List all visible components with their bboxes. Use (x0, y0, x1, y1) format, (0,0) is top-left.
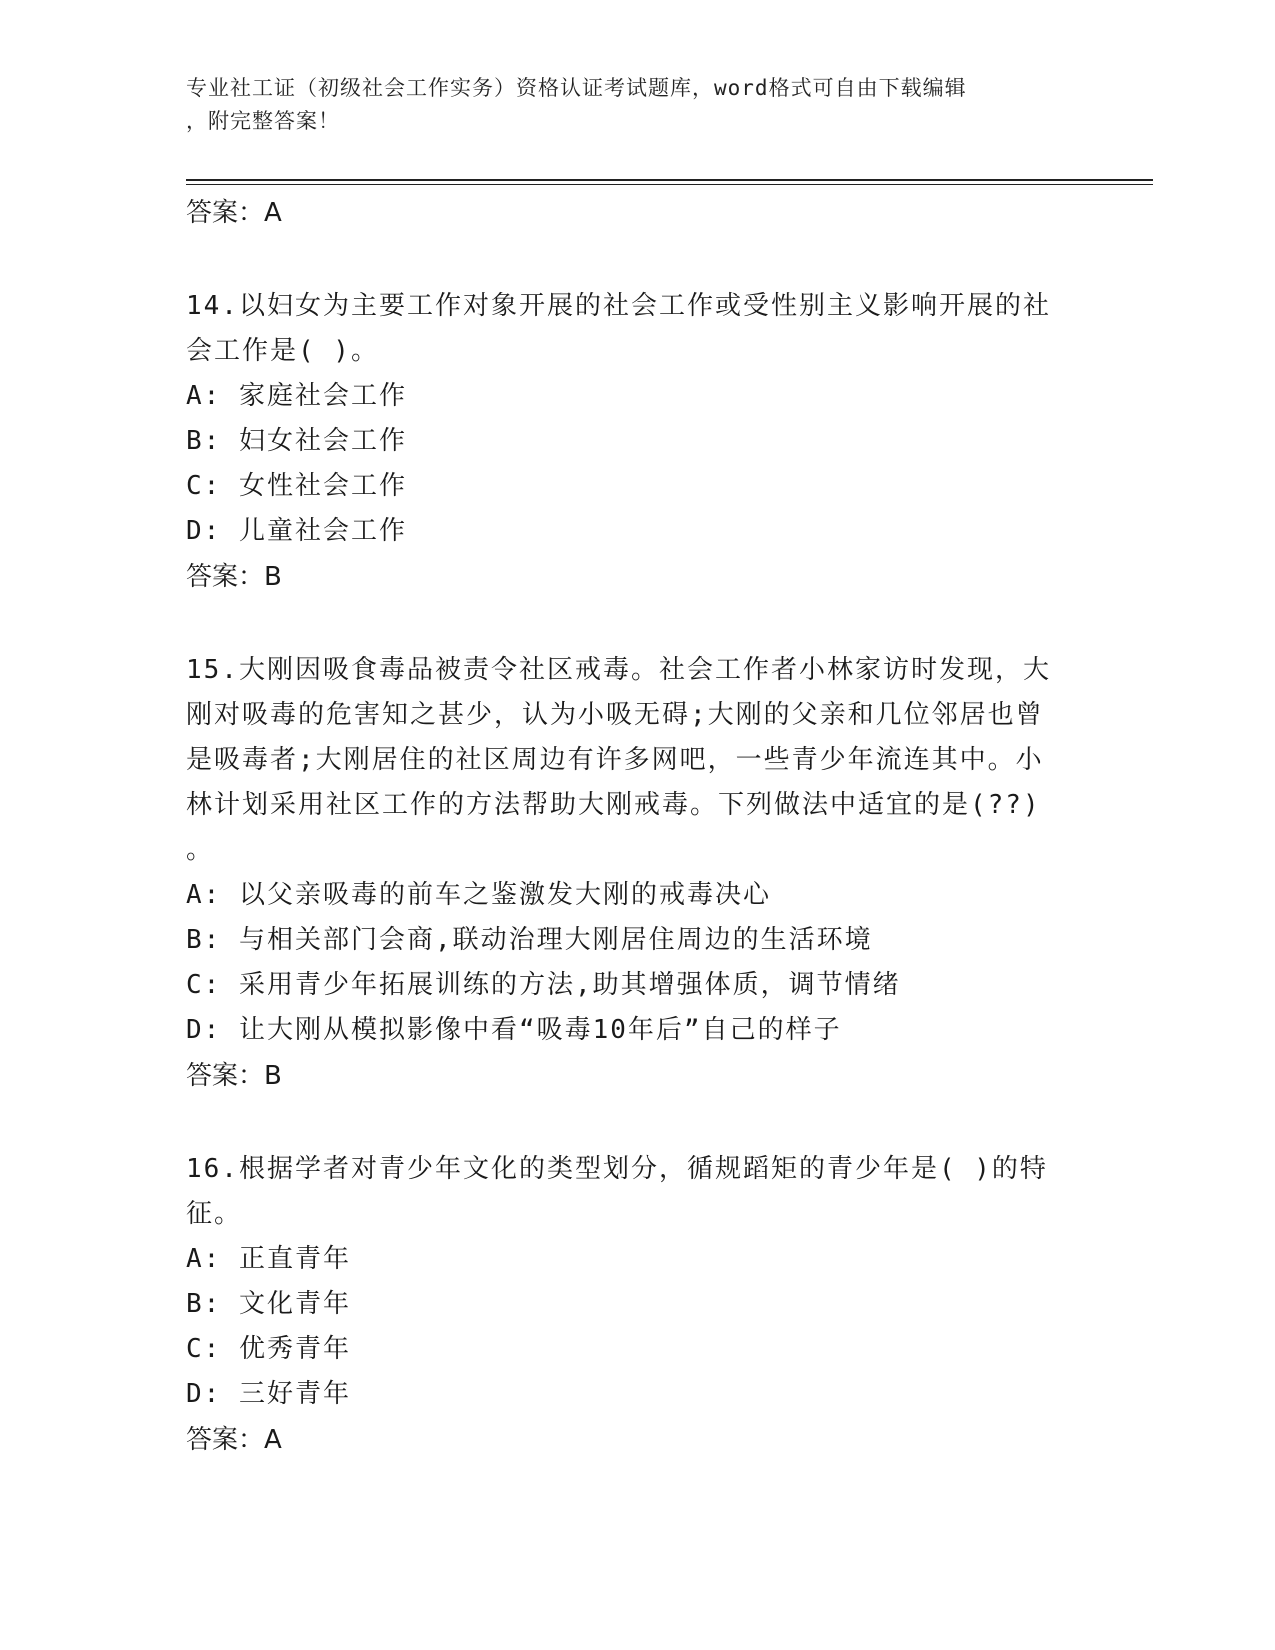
option-letter: C: (186, 970, 222, 1000)
question-stem (186, 284, 1076, 374)
answer-label: 答案： (186, 1425, 265, 1455)
header-line-2: ，附完整答案！ (186, 109, 340, 133)
option-b (186, 918, 1086, 963)
option-letter: D: (186, 1015, 222, 1045)
answer-value: A (264, 198, 282, 228)
stem-line: 林计划采用社区工作的方法帮助大刚戒毒。下列做法中适宜的是(??) (186, 790, 1041, 820)
option-a (186, 873, 1086, 918)
answer-value: B (264, 1061, 282, 1091)
header-divider-thick (186, 179, 1153, 181)
option-text: 以父亲吸毒的前车之鉴激发大刚的戒毒决心 (238, 880, 771, 910)
exam-content (186, 188, 1086, 1463)
option-text: 文化青年 (238, 1289, 351, 1319)
question-stem (186, 1147, 1076, 1237)
option-letter: C: (186, 1334, 222, 1364)
answer-value: A (264, 1425, 282, 1455)
option-letter: B: (186, 925, 222, 955)
option-b (186, 419, 1086, 464)
option-text: 采用青少年拓展训练的方法,助其增强体质，调节情绪 (238, 970, 901, 1000)
previous-answer (186, 190, 1086, 236)
option-letter: C: (186, 471, 222, 501)
option-letter: A: (186, 880, 222, 910)
option-letter: A: (186, 1244, 222, 1274)
header-line-1: 专业社工证（初级社会工作实务）资格认证考试题库，word格式可自由下载编辑 (186, 76, 967, 100)
option-c (186, 1327, 1086, 1372)
option-a (186, 374, 1086, 419)
question-15 (186, 648, 1086, 1099)
option-text: 优秀青年 (238, 1334, 351, 1364)
answer-label: 答案： (186, 1061, 265, 1091)
option-text: 让大刚从模拟影像中看“吸毒10年后”自己的样子 (238, 1015, 842, 1045)
answer-label: 答案： (186, 562, 265, 592)
option-text: 妇女社会工作 (238, 426, 407, 456)
option-text: 三好青年 (238, 1379, 351, 1409)
option-letter: B: (186, 426, 222, 456)
question-answer (186, 1053, 1086, 1099)
option-b (186, 1282, 1086, 1327)
question-16 (186, 1147, 1086, 1463)
stem-line: 征。 (186, 1199, 243, 1229)
stem-line: 14.以妇女为主要工作对象开展的社会工作或受性别主义影响开展的社 (186, 291, 1051, 321)
option-text: 家庭社会工作 (238, 381, 407, 411)
stem-line: 15.大刚因吸食毒品被责令社区戒毒。社会工作者小林家访时发现，大 (186, 655, 1051, 685)
answer-value: B (264, 562, 282, 592)
option-letter: A: (186, 381, 222, 411)
answer-label: 答案： (186, 198, 265, 228)
question-answer (186, 554, 1086, 600)
question-14 (186, 284, 1086, 600)
option-d (186, 1372, 1086, 1417)
option-text: 女性社会工作 (238, 471, 407, 501)
header-divider-thin (186, 184, 1153, 185)
option-c (186, 464, 1086, 509)
option-letter: B: (186, 1289, 222, 1319)
question-stem (186, 648, 1076, 873)
stem-line: 是吸毒者;大刚居住的社区周边有许多网吧，一些青少年流连其中。小 (186, 745, 1044, 775)
option-letter: D: (186, 1379, 222, 1409)
option-d (186, 1008, 1086, 1053)
question-answer (186, 1417, 1086, 1463)
stem-line: 刚对吸毒的危害知之甚少，认为小吸无碍;大刚的父亲和几位邻居也曾 (186, 700, 1044, 730)
option-c (186, 963, 1086, 1008)
option-text: 正直青年 (238, 1244, 351, 1274)
page-header (186, 72, 1066, 138)
stem-line: 16.根据学者对青少年文化的类型划分，循规蹈矩的青少年是( )的特 (186, 1154, 1048, 1184)
option-d (186, 509, 1086, 554)
option-letter: D: (186, 516, 222, 546)
option-text: 儿童社会工作 (238, 516, 407, 546)
option-a (186, 1237, 1086, 1282)
stem-line: 会工作是( )。 (186, 336, 379, 366)
stem-line: 。 (186, 835, 215, 865)
option-text: 与相关部门会商,联动治理大刚居住周边的生活环境 (238, 925, 873, 955)
